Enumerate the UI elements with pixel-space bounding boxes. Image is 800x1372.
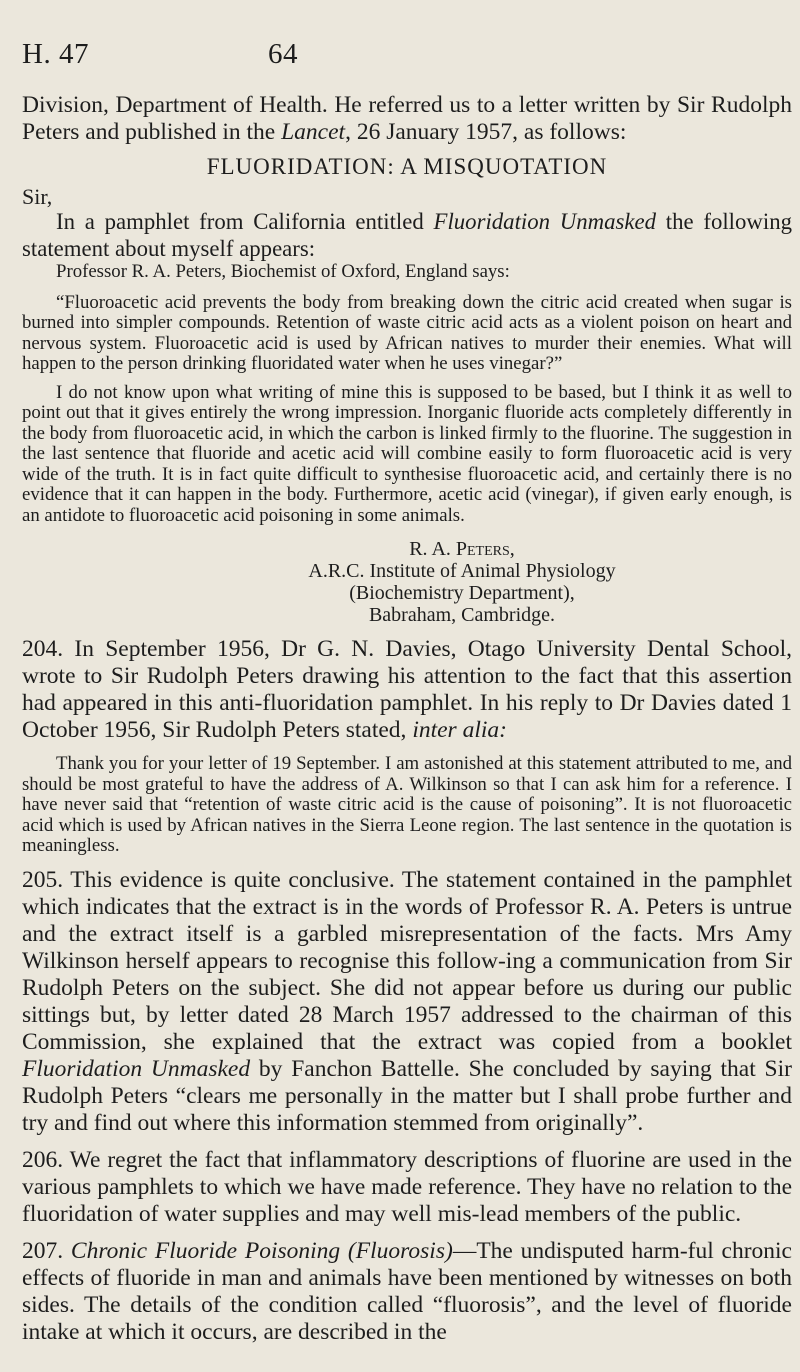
page-body bbox=[22, 92, 792, 1346]
reply-quote: Thank you for your letter of 19 September. I am astonished at this statement attributed to me, and should be most grateful to have the address of A. Wilkinson so that I can ask him for a reference. I have never said that “retention of waste citric acid is the cause of poisoning”. It is not fluoroacetic acid which is used by African natives in the Sierra Leone region. The last sentence in the quotation is meaningless. bbox=[22, 753, 792, 856]
intro-paragraph: Division, Department of Health. He referred us to a letter written by Sir Rudolph Peters and published in the Lancet, 26 January 1957, as follows: bbox=[22, 92, 792, 145]
letter-paragraph-3: I do not know upon what writing of mine this is supposed to be based, but I think it as well to point out that it gives entirely the wrong impression. Inorganic fluoride acts completely differently in the body from fluoroacetic acid, in which the carbon is linked firmly to the fluorine. The suggestion in the last sentence that fluoride and acetic acid will combine easily to form fluoroacetic acid is very wide of the truth. It is in fact quite difficult to synthesise fluoroacetic acid, and certainly there is no evidence that it can happen in the body. Furthermore, acetic acid (vinegar), if given early enough, is an antidote to fluoroacetic acid poisoning in some animals. bbox=[22, 381, 792, 526]
signature-line-1: A.R.C. Institute of Animal Physiology bbox=[308, 560, 616, 582]
paragraph-204: 204. In September 1956, Dr G. N. Davies, Otago University Dental School, wrote to Sir Rudolph Peters drawing his attention to the fact that this assertion had appeared in this anti-fluoridation pamphlet. In his reply to Dr Davies dated 1 October 1956, Sir Rudolph Peters stated, inter alia: bbox=[22, 636, 792, 743]
letter-paragraph-1: In a pamphlet from California entitled Fluoridation Unmasked the following statement about myself appears: bbox=[22, 209, 793, 261]
signature-line-3: Babraham, Cambridge. bbox=[368, 604, 556, 626]
letter-paragraph-2: Professor R. A. Peters, Biochemist of Oxford, England says: bbox=[56, 261, 510, 282]
paragraph-206: 206. We regret the fact that inflammatory descriptions of fluorine are used in the various pamphlets to which we have made reference. They have no relation to the fluoridation of water supplies and may well mis-lead members of the public. bbox=[22, 1146, 792, 1227]
journal-name: Lancet bbox=[281, 119, 346, 145]
signature-name: R. A. Peters, bbox=[409, 538, 515, 560]
document-reference: H. 47 bbox=[22, 38, 89, 70]
pamphlet-title: Fluoridation Unmasked bbox=[433, 209, 657, 234]
booklet-title: Fluoridation Unmasked bbox=[22, 1055, 251, 1082]
page-header bbox=[22, 38, 778, 78]
letter-salutation: Sir, bbox=[22, 184, 53, 209]
paragraph-207: 207. Chronic Fluoride Poisoning (Fluorosis)—The undisputed harm-ful chronic effects of fluoride in man and animals have been mentioned by witnesses on both sides. The details of the condition called “fluorosis”, and the level of fluoride intake at which it occurs, are described in the bbox=[22, 1237, 792, 1345]
signature-line-2: (Biochemistry Department), bbox=[349, 582, 575, 604]
page-number: 64 bbox=[268, 38, 298, 70]
letter-quote: “Fluoroacetic acid prevents the body from breaking down the citric acid created when sugar is burned into simpler compounds. Retention of waste citric acid acts as a violent poison on heart and nervous system. Fluoroacetic acid is used by African natives to murder their enemies. What will happen to the person drinking fluoridated water when he uses vinegar?” bbox=[22, 291, 792, 374]
letter-signature bbox=[22, 538, 792, 626]
section-heading: Chronic Fluoride Poisoning (Fluorosis) bbox=[70, 1237, 453, 1264]
paragraph-205: 205. This evidence is quite conclusive. The statement contained in the pamphlet which indicates that the extract is in the words of Professor R. A. Peters is untrue and the extract itself is a garbled misrepresentation of the facts. Mrs Amy Wilkinson herself appears to recognise this follow-ing a communication from Sir Rudolph Peters on the subject. She did not appear before us during our public sittings but, by letter dated 28 March 1957 addressed to the chairman of this Commission, she explained that the extract was copied from a booklet Fluoridation Unmasked by Fanchon Battelle. She concluded by saying that Sir Rudolph Peters “clears me personally in the matter but I shall probe further and try and find out where this information stemmed from originally”. bbox=[22, 866, 792, 1136]
letter-title: FLUORIDATION: A MISQUOTATION bbox=[206, 154, 608, 179]
